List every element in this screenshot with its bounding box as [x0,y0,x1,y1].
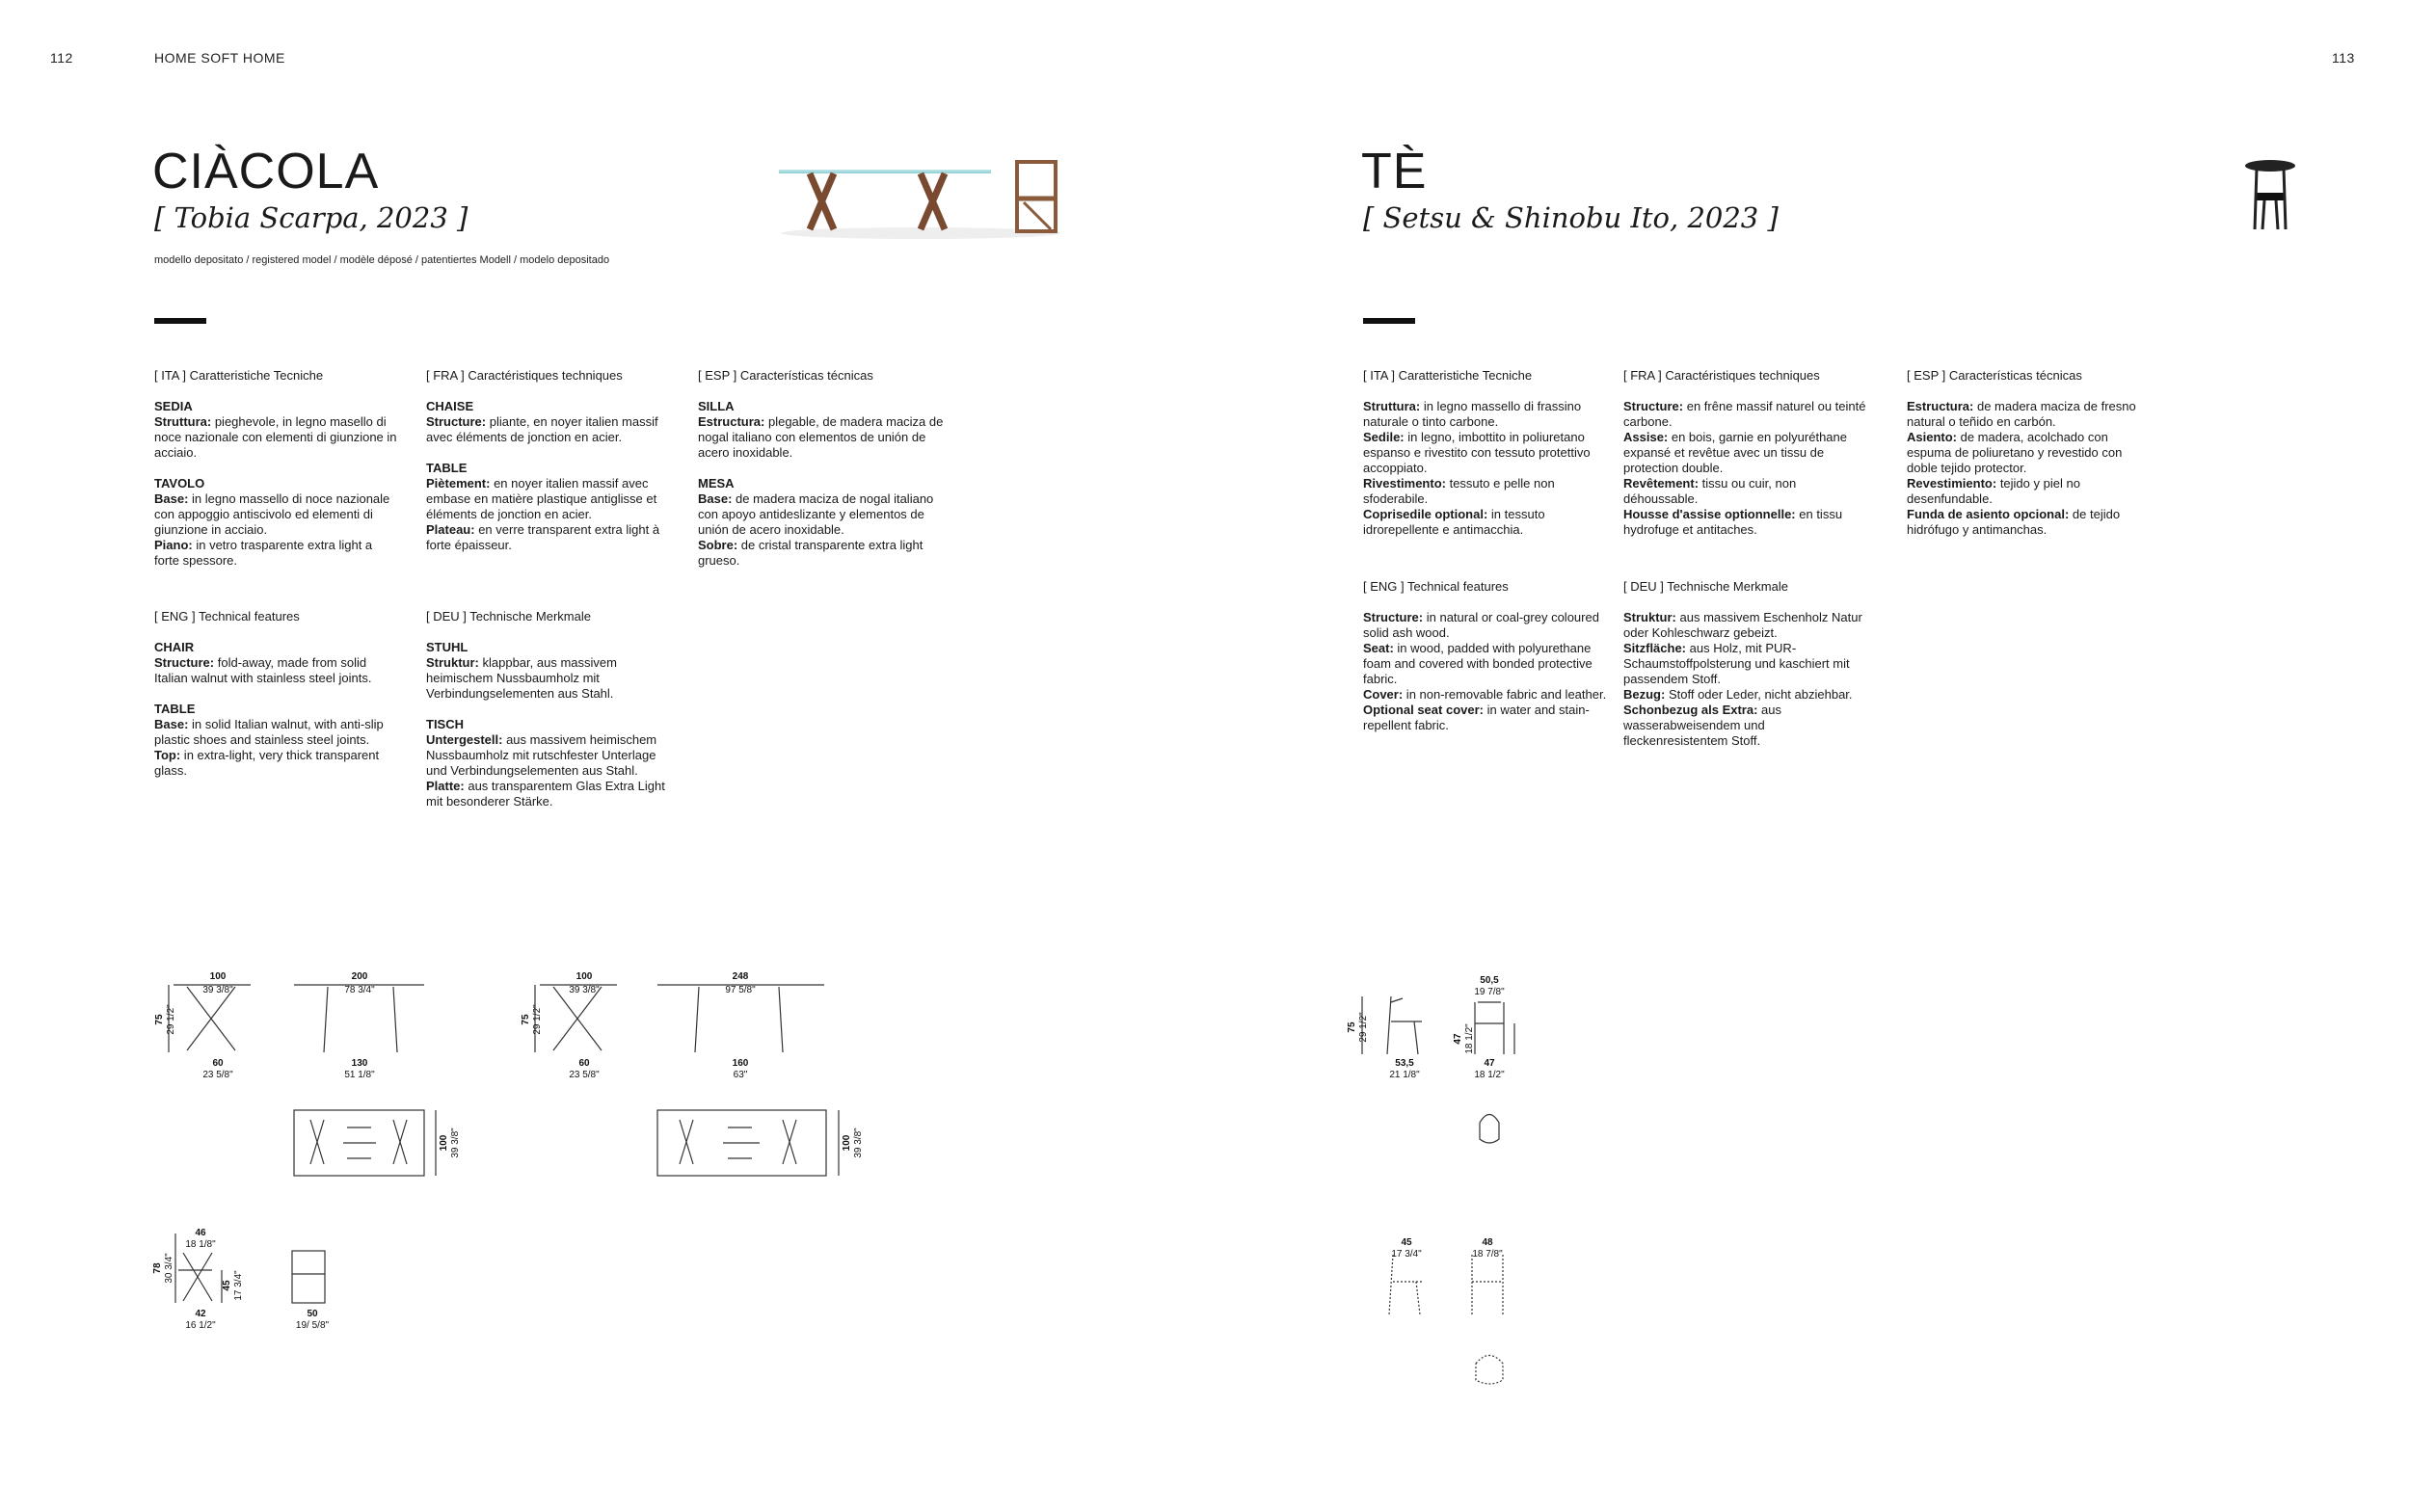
te-dim-seat-in: 18 1/2" [1464,1023,1475,1054]
dim-chair-seat-in: 17 3/4" [233,1270,244,1301]
te-dim-front-bottom-in: 18 1/2" [1474,1070,1505,1080]
te-dim-cover-side-top-in: 17 3/4" [1391,1249,1422,1260]
dim-plan2-side-in: 39 3/8" [853,1127,864,1158]
spec-language-label: [ ITA ] Caratteristiche Tecniche [154,368,324,383]
te-dim-side-bottom-in: 21 1/8" [1389,1070,1420,1080]
te-dim-front-bottom: 47 [1484,1058,1495,1069]
te-spec-column-esp: [ ESP ] Características técnicas Estructura: de madera maciza de fresno natural o teñido en carbón. Asiento: de madera, acolchado con espuma de poliuretano y revestido con doble tejido protector. Revestimiento: tejido y piel no desenfundable. Funda de asiento opcional: de tejido hidrófugo y antimanchas. [1907,368,2136,537]
te-spec-column-ita: [ ITA ] Caratteristiche Tecniche Struttura: in legno massello di frassino naturale o tinto carbone. Sedile: in legno, imbottito in poliuretano espanso e rivestito con tessuto protettivo accoppiato. Rivestimento: tessuto e pelle non sfoderabile. Coprisedile optional: in tessuto idrorepellente e antimacchia. [1363,368,1591,537]
dim-t1f-top-in: 78 3/4" [344,985,375,995]
divider-left [154,318,206,324]
dim-t1-top-in: 39 3/8" [202,985,233,995]
te-dim-h-in: 29 1/2" [1358,1012,1369,1043]
spec-language-label: [ FRA ] Caractéristiques techniques [426,368,623,383]
dim-chair-seat: 45 [222,1280,232,1291]
te-dim-cover-front-top-in: 18 7/8" [1472,1249,1503,1260]
dim-t2-top-in: 39 3/8" [569,985,600,995]
section-title: HOME SOFT HOME [154,50,285,66]
dim-t1-top: 100 [209,971,227,982]
te-spec-column-eng: [ ENG ] Technical features Structure: in natural or coal-grey coloured solid ash wood. Seat: in wood, padded with polyurethane foam and covered with bonded protective fabric. Cover: in non-removable fabric and leather. Optional seat cover: in water and stain-repellent fabric. [1363,579,1607,732]
dim-chairf-bottom-in: 19/ 5/8" [295,1320,330,1331]
dim-t1f-top: 200 [351,971,368,982]
spec-column-eng: [ ENG ] Technical features CHAIR Structure: fold-away, made from solid Italian walnut with stainless steel joints. TABLE Base: in solid Italian walnut, with anti-slip plastic shoes and stainless steel joints. Top: in extra-light, very thick transparent glass. [154,609,400,794]
dim-t2-bottom-in: 23 5/8" [569,1070,600,1080]
dim-t2-h-in: 29 1/2" [532,1004,543,1035]
product-title-ciacola: CIÀCOLA [152,144,380,199]
dim-t1-bottom: 60 [212,1058,224,1069]
spec-object: SEDIA [154,399,193,413]
te-technical-drawings [1345,964,1538,1407]
te-dim-front-top-in: 19 7/8" [1474,987,1505,997]
spec-language-label: [ DEU ] Technische Merkmale [426,609,591,623]
te-dim-h: 75 [1347,1021,1357,1033]
te-spec-column-fra: [ FRA ] Caractéristiques techniques Structure: en frêne massif naturel ou teinté carbone. Assise: en bois, garnie en polyuréthane expansé et revêtue avec un tissu de protection double. Revêtement: tissu ou cuir, non déhoussable. Housse d'assise optionnelle: en tissu hydrofuge et antitaches. [1623,368,1866,537]
product-title-te: TÈ [1361,144,1428,199]
spec-object: TAVOLO [154,476,205,491]
page-number-left: 112 [50,50,73,66]
ciacola-table-photo [771,154,1070,241]
dim-t1-h-in: 29 1/2" [166,1004,176,1035]
dim-t1f-bottom: 130 [351,1058,368,1069]
dim-t2f-top-in: 97 5/8" [725,985,756,995]
dim-plan1-side: 100 [439,1134,449,1152]
te-dim-side-bottom: 53,5 [1395,1058,1414,1069]
dim-t2f-bottom: 160 [732,1058,749,1069]
dim-t2-bottom: 60 [578,1058,590,1069]
spec-column-deu: [ DEU ] Technische Merkmale STUHL Struktur: klappbar, aus massivem heimischem Nussbaumholz mit Verbindungselementen aus Stahl. TISCH Untergestell: aus massivem heimischem Nussbaumholz mit rutschfester Unterlage und Verbindungselementen aus Stahl. Platte: aus transparentem Glas Extra Light mit besonderer Stärke. [426,609,672,825]
spec-column-fra: [ FRA ] Caractéristiques techniques CHAISE Structure: pliante, en noyer italien massif avec éléments de jonction en acier. TABLE Piètement: en noyer italien massif avec embase en matière plastique antiglisse et éléments de jonction en acier. Plateau: en verre transparent extra light à forte épaisseur. [426,368,672,569]
dim-t2f-top: 248 [732,971,749,982]
dim-chair-bottom: 42 [195,1309,206,1319]
spec-block: TAVOLO Base: in legno massello di noce nazionale con appoggio antiscivolo ed elementi di giunzione in acciaio. Piano: in vetro trasparente extra light a forte spessore. [154,476,400,569]
spec-column-ita [154,368,400,584]
te-chair-photo [2241,154,2299,231]
ciacola-technical-drawings [154,964,887,1349]
spec-column-esp: [ ESP ] Características técnicas SILLA Estructura: plegable, de madera maciza de nogal italiano con elementos de unión de acero inoxidable. MESA Base: de madera maciza de nogal italiano con apoyo antideslizante y elementos de unión de acero inoxidable. Sobre: de cristal transparente extra light grueso. [698,368,944,568]
divider-right [1363,318,1415,324]
dim-t2-h: 75 [521,1014,531,1025]
registered-model-note: modello depositato / registered model / modèle déposé / patentiertes Modell / modelo depositado [154,254,610,266]
dim-chair-top-in: 18 1/8" [185,1239,216,1250]
dim-plan2-side: 100 [842,1134,852,1152]
dim-chair-h-in: 30 3/4" [164,1253,174,1284]
te-spec-column-deu: [ DEU ] Technische Merkmale Struktur: aus massivem Eschenholz Natur oder Kohleschwarz gebeizt. Sitzfläche: aus Holz, mit PUR-Schaumstoffpolsterung und kaschiert mit passendem Stoff. Bezug: Stoff oder Leder, nicht abziehbar. Schonbezug als Extra: aus wasserabweisendem und fleckenresistentem Stoff. [1623,579,1862,748]
page-number-right: 113 [2332,50,2355,66]
dim-chairf-bottom: 50 [307,1309,318,1319]
spec-language-label: [ ENG ] Technical features [154,609,300,623]
dim-chair-h: 78 [152,1262,163,1274]
spec-block: SEDIA Struttura: pieghevole, in legno masello di noce nazionale con elementi di giunzione in acciaio. [154,399,400,461]
dim-t1-bottom-in: 23 5/8" [202,1070,233,1080]
dim-t2-top: 100 [575,971,593,982]
dim-plan1-side-in: 39 3/8" [450,1127,461,1158]
product-designer-ciacola: [ Tobia Scarpa, 2023 ] [154,201,468,234]
product-designer-te: [ Setsu & Shinobu Ito, 2023 ] [1363,201,1779,234]
te-dim-front-top: 50,5 [1480,975,1499,986]
spec-language-label: [ ESP ] Características técnicas [698,368,873,383]
dim-t2f-bottom-in: 63" [733,1070,748,1080]
te-dim-seat: 47 [1453,1033,1463,1045]
te-dim-cover-front-top: 48 [1482,1237,1493,1248]
te-dim-cover-side-top: 45 [1401,1237,1412,1248]
dim-chair-top: 46 [195,1228,206,1238]
dim-t1-h: 75 [154,1014,165,1025]
dim-t1f-bottom-in: 51 1/8" [344,1070,375,1080]
dim-chair-bottom-in: 16 1/2" [185,1320,216,1331]
